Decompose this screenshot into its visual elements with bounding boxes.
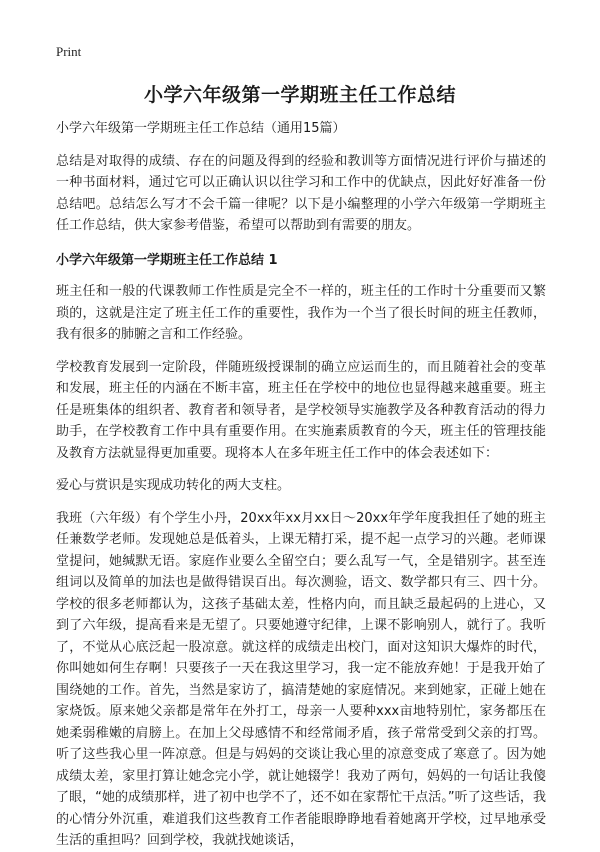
body-paragraph: 爱心与赏识是实现成功转化的两大支柱。 — [56, 478, 291, 493]
section-heading: 小学六年级第一学期班主任工作总结 1 — [56, 252, 278, 268]
body-paragraph: 班主任和一般的代课教师工作性质是完全不一样的，班主任的工作时十分重要而又繁琐的，这就是注定了班主任工作的重要性，我作为一个当了很长时间的班主任教师，我有很多的肺腑之言和工作经验。 — [56, 284, 546, 342]
body-paragraph: 学校教育发展到一定阶段，伴随班级授课制的确立应运而生的，而且随着社会的变革和发展，班主任的内涵在不断丰富，班主任在学校中的地位也显得越来越重要。班主任是班集体的组织者、教育者和领导者，是学校领导实施教学及各种教育活动的得力助手，在学校教育工作中具有重要作用。在实施素质教育的今天，班主任的管理技能及教育方法就显得更加重要。现将本人在多年班主任工作中的体会表述如下： — [56, 359, 546, 461]
document-title: 小学六年级第一学期班主任工作总结 — [143, 84, 456, 106]
intro-paragraph: 总结是对取得的成绩、存在的问题及得到的经验和教训等方面情况进行评价与描述的一种书面材料，通过它可以正确认识以往学习和工作中的优缺点，因此好好准备一份总结吧。总结怎么写才不会千篇一律呢？以下是小编整理的小学六年级第一学期班主任工作总结，供大家参考借鉴，希望可以帮助到有需要的朋友。 — [56, 153, 546, 233]
document-subtitle: 小学六年级第一学期班主任工作总结（通用15篇） — [56, 121, 346, 136]
print-link[interactable]: Print — [56, 44, 82, 59]
body-paragraph: 我班（六年级）有个学生小丹，20xx年xx月xx日～20xx年学年度我担任了她的班主任兼数学老师。发现她总是低着头，上课无精打采，提不起一点学习的兴趣。老师课堂提问，她缄默无语。家庭作业要么全留空白；要么乱写一气，全是错别字。甚至连组词以及简单的加法也是做得错误百出。每次测验，语文、数学都只有三、四十分。学校的很多老师都认为，这孩子基础太差，性格内向，而且缺乏最起码的上进心，又到了六年级，提高看来是无望了。只要她遵守纪律，上课不影响别人，就行了。我听了，不觉从心底泛起一股凉意。就这样的成绩走出校门，面对这知识大爆炸的时代，你叫她如何生存啊！只要孩子一天在我这里学习，我一定不能放弃她！于是我开始了围绕她的工作。首先，当然是家访了，搞清楚她的家庭情况。来到她家，正碰上她在家烧饭。原来她父亲都是常年在外打工，母亲一人要种xxx亩地特别忙，家务都压在她柔弱稚嫩的肩膀上。在加上父母感情不和经常闹矛盾，孩子常常受到父亲的打骂。听了这些我心里一阵凉意。但是与妈妈的交谈让我心里的凉意变成了寒意了。因为她成绩太差，家里打算让她念完小学，就让她辍学！我劝了两句，妈妈的一句话让我傻了眼，“她的成绩那样，进了初中也学不了，还不如在家帮忙干点活。”听了这些话，我的心情分外沉重，难道我们这些教育工作者能眼睁睁地看着她离开学校，过早地承受生活的重担吗？回到学校，我就找她谈话， — [56, 510, 546, 848]
document-body — [56, 118, 546, 852]
